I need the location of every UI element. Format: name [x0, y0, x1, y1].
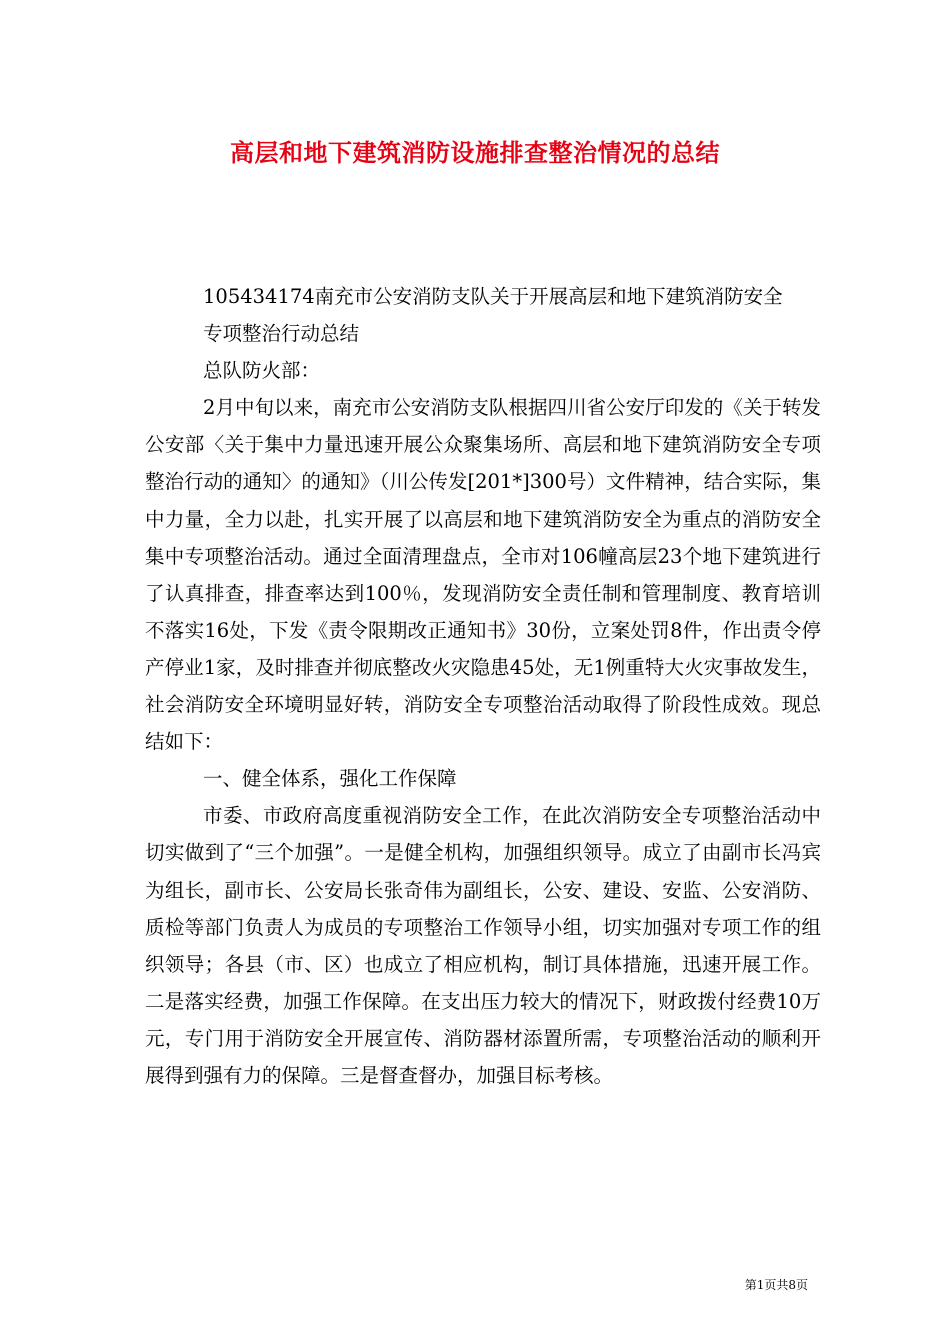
paragraph-subtitle: 专项整治行动总结 [203, 322, 360, 346]
paragraph-salutation: 总队防火部： [203, 359, 321, 383]
document-title: 高层和地下建筑消防设施排查整治情况的总结 [230, 138, 720, 167]
document-body [145, 278, 821, 1094]
page-number: 第1页共8页 [744, 1278, 808, 1292]
section-heading-1: 一、健全体系，强化工作保障 [203, 767, 457, 791]
paragraph-intro: 2月中旬以来，南充市公安消防支队根据四川省公安厅印发的《关于转发公安部〈关于集中力量迅速开展公众聚集场所、高层和地下建筑消防安全专项整治行动的通知〉的通知》（川公传发[201*]300号）文件精神，结合实际，集中力量，全力以赴，扎实开展了以高层和地下建筑消防安全为重点的消防安全集中专项整治活动。通过全面清理盘点，全市对106幢高层23个地下建筑进行了认真排查，排查率达到100％，发现消防安全责任制和管理制度、教育培训不落实16处，下发《责令限期改正通知书》30份，立案处罚8件，作出责令停产停业1家，及时排查并彻底整改火灾隐患45处，无1例重特大火灾事故发生，社会消防安全环境明显好转，消防安全专项整治活动取得了阶段性成效。现总结如下： [145, 396, 821, 754]
paragraph-section-1: 市委、市政府高度重视消防安全工作，在此次消防安全专项整治活动中切实做到了“三个加强”。一是健全机构，加强组织领导。成立了由副市长冯宾为组长，副市长、公安局长张奇伟为副组长，公安、建设、安监、公安消防、质检等部门负责人为成员的专项整治工作领导小组，切实加强对专项工作的组织领导；各县（市、区）也成立了相应机构，制订具体措施，迅速开展工作。二是落实经费，加强工作保障。在支出压力较大的情况下，财政拨付经费10万元，专门用于消防安全开展宣传、消防器材添置所需，专项整治活动的顺利开展得到强有力的保障。三是督查督办，加强目标考核。 [145, 804, 821, 1087]
paragraph-heading-line: 105434174南充市公安消防支队关于开展高层和地下建筑消防安全 [203, 285, 783, 308]
